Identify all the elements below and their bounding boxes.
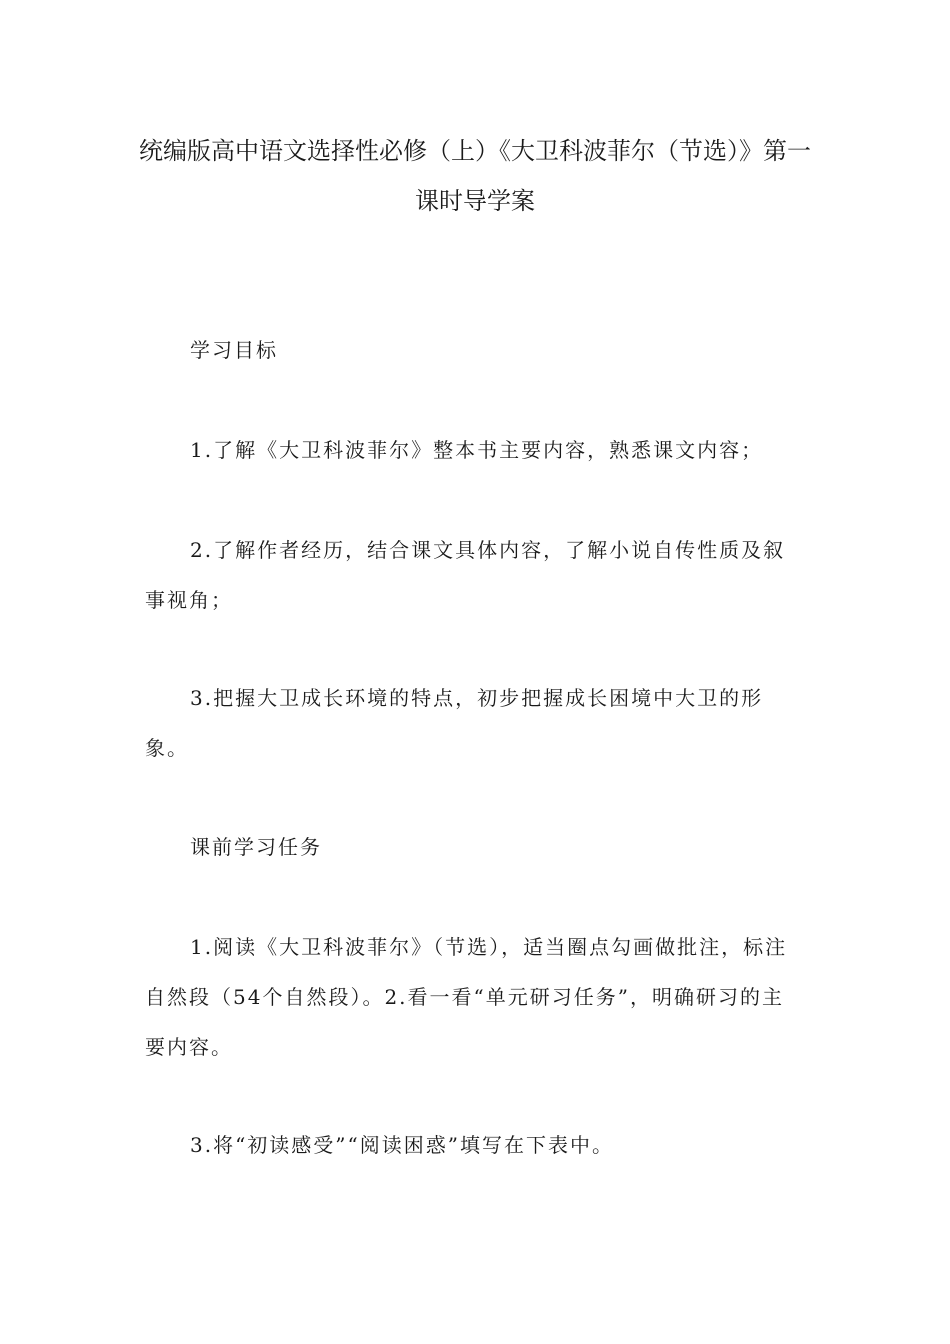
goal-item-2: 2.了解作者经历，结合课文具体内容，了解小说自传性质及叙事视角； bbox=[145, 538, 786, 612]
task-item-1: 1.阅读《大卫科波菲尔》（节选），适当圈点勾画做批注，标注自然段（54个自然段）。2.看一看“单元研习任务”，明确研习的主要内容。 bbox=[145, 935, 788, 1059]
document-title-line-1: 统编版高中语文选择性必修（上）《大卫科波菲尔（节选）》第一 bbox=[139, 137, 811, 165]
document-title-line-2: 课时导学案 bbox=[415, 187, 535, 215]
section-heading-goals: 学习目标 bbox=[190, 338, 278, 362]
section-heading-tasks: 课前学习任务 bbox=[190, 835, 322, 859]
goal-item-1: 1.了解《大卫科波菲尔》整本书主要内容，熟悉课文内容； bbox=[190, 438, 764, 462]
task-item-3: 3.将“初读感受”“阅读困惑”填写在下表中。 bbox=[190, 1133, 614, 1157]
goal-item-3: 3.把握大卫成长环境的特点，初步把握成长困境中大卫的形象。 bbox=[145, 686, 764, 760]
